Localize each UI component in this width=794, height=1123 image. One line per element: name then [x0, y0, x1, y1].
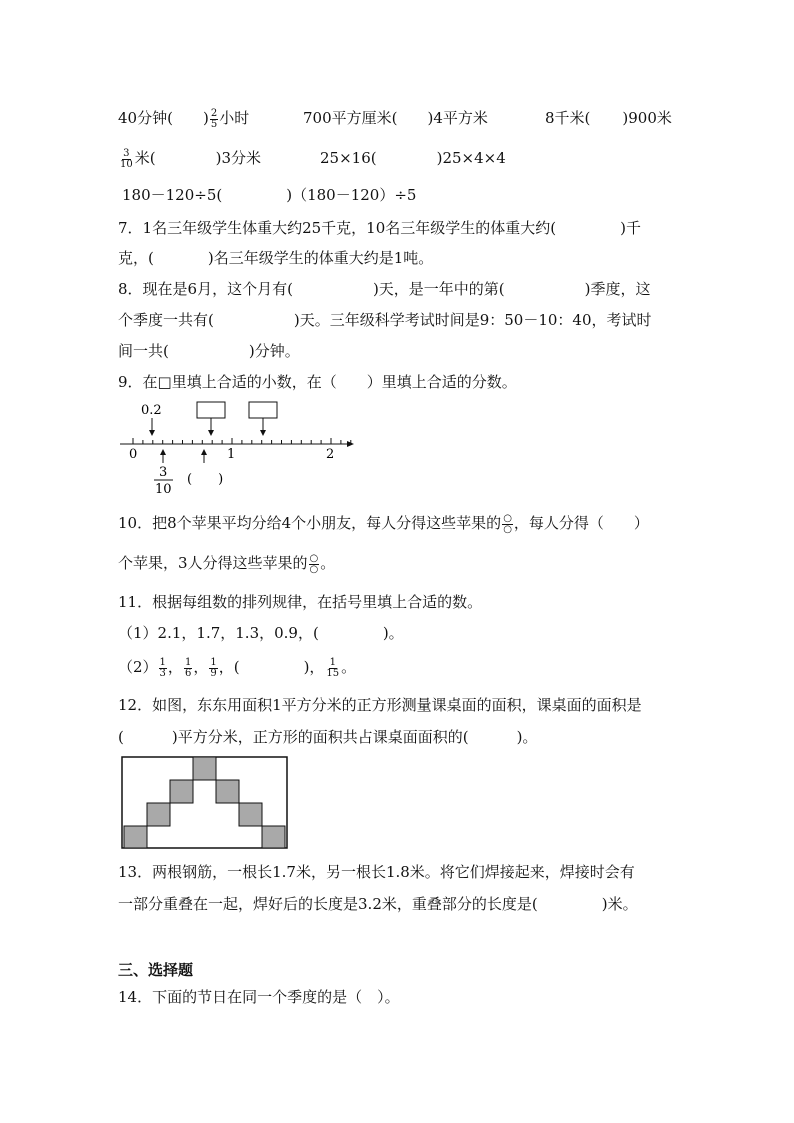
fraction-two-fifths: $\frac{2}{5}$: [210, 107, 218, 130]
question-10-line-2: 个苹果，3人分得这些苹果的 $\frac{○}{○}$ 。: [118, 552, 336, 575]
square-6: [124, 826, 147, 848]
section-3-heading: 三、选择题: [118, 961, 194, 979]
fraction-numerator: 3: [159, 465, 168, 480]
question-7-line-1: 7．1名三年级学生体重大约25千克，10名三年级学生的体重大约( )千: [118, 219, 641, 237]
square-5: [239, 803, 262, 826]
compare-3: 8千米( )900米: [545, 109, 672, 127]
decimal-box-1[interactable]: [197, 402, 225, 418]
question-14: 14．下面的节日在同一个季度的是（ ）。: [118, 988, 400, 1006]
fraction-three-tenths: $\frac{3}{10}$: [120, 147, 133, 170]
fraction-blank-1[interactable]: $\frac{○}{○}$: [503, 512, 512, 535]
question-12-line-1: 12．如图，东东用面积1平方分米的正方形测量课桌面的面积，课桌面的面积是: [118, 696, 642, 714]
compare-row-1: 40分钟( ) $\frac{2}{5}$ 小时: [118, 107, 250, 130]
desk-area-figure: [121, 756, 289, 850]
square-4: [147, 803, 170, 826]
compare-row-3: 180－120÷5( )（180－120）÷5: [122, 186, 417, 204]
question-7-line-2: 克，( )名三年级学生的体重大约是1吨。: [118, 249, 434, 267]
number-axis: [120, 438, 354, 447]
number-line-figure: [115, 398, 365, 498]
square-2: [170, 780, 193, 803]
question-12-line-2: ( )平方分米，正方形的面积共占课桌面面积的( )。: [118, 728, 538, 746]
question-8-line-3: 间一共( )分钟。: [118, 342, 300, 360]
label-0-2: 0.2: [141, 403, 162, 418]
compare-2: 700平方厘米( )4平方米: [303, 109, 488, 127]
tick-label-1: 1: [227, 447, 236, 462]
question-11-sub-1: （1）2.1，1.7，1.3，0.9，( )。: [118, 624, 404, 642]
tick-label-2: 2: [326, 447, 335, 462]
question-9-text: 9．在□里填上合适的小数，在（ ）里填上合适的分数。: [118, 373, 517, 391]
tick-label-0: 0: [129, 447, 138, 462]
decimal-box-2[interactable]: [249, 402, 277, 418]
question-8-line-2: 个季度一共有( )天。三年级科学考试时间是9：50－10：40，考试时: [118, 311, 652, 329]
compare-5: 25×16( )25×4×4: [320, 149, 506, 167]
question-13-line-1: 13．两根钢筋，一根长1.7米，另一根长1.8米。将它们焊接起来，焊接时会有: [118, 863, 635, 881]
square-7: [262, 826, 285, 848]
question-11-sub-2: （2） $\frac{1}{3}$ ， $\frac{1}{6}$ ， $\frac{1}{9}$ ，( )， $\frac{1}{15}$ 。: [118, 656, 357, 679]
question-13-line-2: 一部分重叠在一起，焊好后的长度是3.2米，重叠部分的长度是( )米。: [118, 895, 638, 913]
fraction-blank-2[interactable]: $\frac{○}{○}$: [309, 552, 319, 575]
fraction-blank[interactable]: ( ): [187, 472, 224, 487]
compare-row-2: $\frac{3}{10}$ 米( )3分米: [120, 147, 261, 170]
question-8-line-1: 8．现在是6月，这个月有( )天，是一年中的第( )季度，这: [118, 280, 651, 298]
square-1: [193, 757, 216, 780]
fraction-denominator: 10: [155, 482, 172, 497]
question-11-title: 11．根据每组数的排列规律，在括号里填上合适的数。: [118, 593, 483, 611]
square-3: [216, 780, 239, 803]
compare-1-left: 40分钟(: [118, 109, 173, 127]
question-10-line-1: 10．把8个苹果平均分给4个小朋友，每人分得这些苹果的 $\frac{○}{○}$ ，每人分得（ ）: [118, 512, 649, 535]
